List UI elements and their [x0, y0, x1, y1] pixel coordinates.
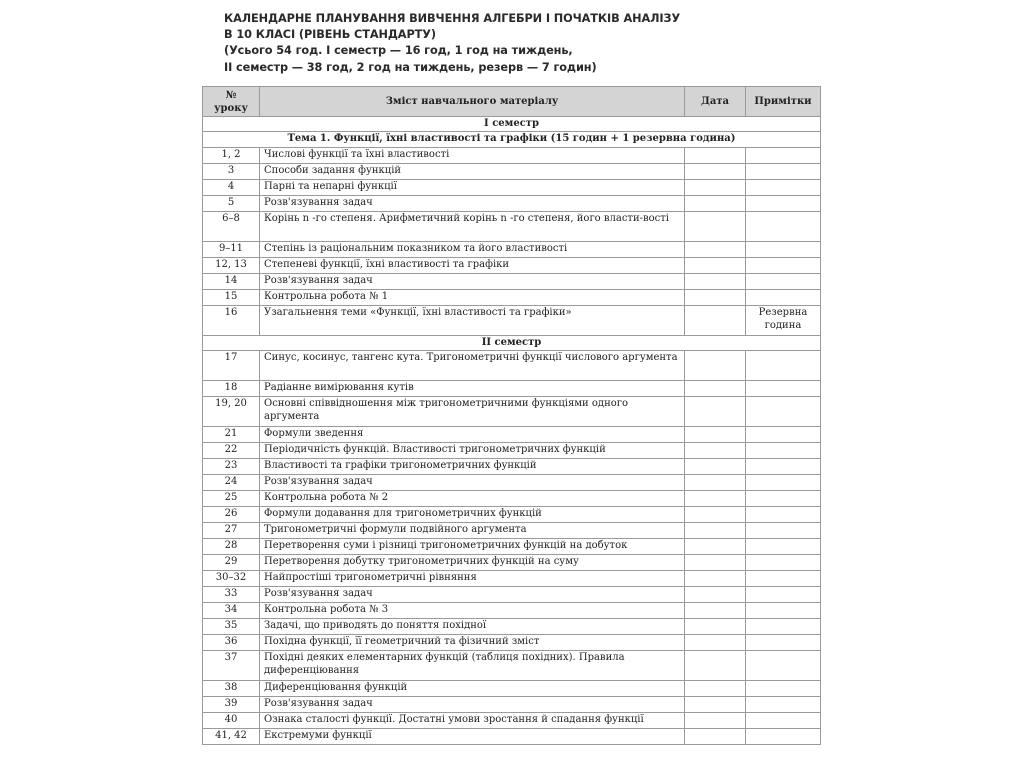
- table-row: [203, 443, 821, 459]
- notes-cell: [746, 242, 821, 258]
- date-cell: [685, 523, 746, 539]
- notes-cell: [746, 164, 821, 180]
- lesson-number: 39: [203, 697, 260, 713]
- lesson-number: 21: [203, 427, 260, 443]
- notes-cell: [746, 571, 821, 587]
- date-cell: [685, 635, 746, 651]
- lesson-number: 19, 20: [203, 397, 260, 427]
- lesson-number: 41, 42: [203, 729, 260, 745]
- lesson-topic: Розв'язування задач: [260, 587, 685, 603]
- document-title: [224, 11, 784, 76]
- lesson-topic: Екстремуми функції: [260, 729, 685, 745]
- lesson-number: 35: [203, 619, 260, 635]
- notes-cell: [746, 603, 821, 619]
- table-row: [203, 397, 821, 427]
- notes-cell: [746, 290, 821, 306]
- lesson-number: 5: [203, 196, 260, 212]
- notes-cell: [746, 274, 821, 290]
- notes-cell: [746, 212, 821, 242]
- table-row: [203, 164, 821, 180]
- header-lesson-number: № уроку: [203, 87, 260, 117]
- date-cell: [685, 619, 746, 635]
- notes-cell: [746, 729, 821, 745]
- table-row: [203, 180, 821, 196]
- notes-cell: [746, 491, 821, 507]
- table-row: [203, 651, 821, 681]
- lesson-number: 27: [203, 523, 260, 539]
- notes-cell: [746, 459, 821, 475]
- lesson-topic: Синус, косинус, тангенс кута. Тригонометричні функції числового аргумента: [260, 351, 685, 381]
- lesson-topic: Формули додавання для тригонометричних функцій: [260, 507, 685, 523]
- lesson-number: 36: [203, 635, 260, 651]
- date-cell: [685, 729, 746, 745]
- header-notes: Примітки: [746, 87, 821, 117]
- lesson-topic: Розв'язування задач: [260, 697, 685, 713]
- lesson-number: 25: [203, 491, 260, 507]
- lesson-topic: Контрольна робота № 3: [260, 603, 685, 619]
- date-cell: [685, 427, 746, 443]
- table-row: [203, 603, 821, 619]
- date-cell: [685, 258, 746, 274]
- table-row: [203, 555, 821, 571]
- semester-row: [203, 117, 821, 132]
- date-cell: [685, 681, 746, 697]
- lesson-topic: Формули зведення: [260, 427, 685, 443]
- date-cell: [685, 212, 746, 242]
- table-row: [203, 681, 821, 697]
- table-row: [203, 196, 821, 212]
- semester-row: [203, 336, 821, 351]
- table-body: [203, 117, 821, 745]
- date-cell: [685, 603, 746, 619]
- lesson-topic: Розв'язування задач: [260, 196, 685, 212]
- lesson-number: 1, 2: [203, 148, 260, 164]
- date-cell: [685, 507, 746, 523]
- lesson-number: 34: [203, 603, 260, 619]
- table-row: [203, 148, 821, 164]
- lesson-topic: Розв'язування задач: [260, 274, 685, 290]
- title-line: ІІ семестр — 38 год, 2 год на тиждень, резерв — 7 годин): [224, 60, 597, 74]
- title-line: (Усього 54 год. І семестр — 16 год, 1 год на тиждень,: [224, 44, 573, 58]
- table-row: [203, 491, 821, 507]
- date-cell: [685, 306, 746, 336]
- lesson-topic: Властивості та графіки тригонометричних функцій: [260, 459, 685, 475]
- lesson-number: 23: [203, 459, 260, 475]
- date-cell: [685, 381, 746, 397]
- notes-cell: [746, 635, 821, 651]
- table-header-row: [203, 87, 821, 117]
- lesson-number: 9–11: [203, 242, 260, 258]
- lesson-topic: Степінь із раціональним показником та його властивості: [260, 242, 685, 258]
- lesson-topic: Похідна функції, її геометричний та фізичний зміст: [260, 635, 685, 651]
- lesson-number: 3: [203, 164, 260, 180]
- lesson-topic: Способи задання функцій: [260, 164, 685, 180]
- header-date: Дата: [685, 87, 746, 117]
- lesson-number: 38: [203, 681, 260, 697]
- lesson-topic: Числові функції та їхні властивості: [260, 148, 685, 164]
- lesson-topic: Найпростіші тригонометричні рівняння: [260, 571, 685, 587]
- notes-cell: [746, 475, 821, 491]
- notes-cell: [746, 681, 821, 697]
- date-cell: [685, 397, 746, 427]
- table-row: [203, 258, 821, 274]
- lesson-topic: Узагальнення теми «Функції, їхні властивості та графіки»: [260, 306, 685, 336]
- date-cell: [685, 148, 746, 164]
- lesson-topic: Задачі, що приводять до поняття похідної: [260, 619, 685, 635]
- date-cell: [685, 290, 746, 306]
- date-cell: [685, 459, 746, 475]
- table-row: [203, 459, 821, 475]
- notes-cell: [746, 697, 821, 713]
- lesson-number: 17: [203, 351, 260, 381]
- lesson-number: 12, 13: [203, 258, 260, 274]
- notes-cell: [746, 555, 821, 571]
- theme-label: Тема 1. Функції, їхні властивості та графіки (15 годин + 1 резервна година): [203, 132, 821, 148]
- table-row: [203, 619, 821, 635]
- notes-cell: [746, 258, 821, 274]
- table-row: [203, 351, 821, 381]
- lesson-number: 16: [203, 306, 260, 336]
- lesson-number: 30–32: [203, 571, 260, 587]
- date-cell: [685, 491, 746, 507]
- lesson-topic: Ознака сталості функції. Достатні умови зростання й спадання функції: [260, 713, 685, 729]
- lesson-number: 28: [203, 539, 260, 555]
- date-cell: [685, 242, 746, 258]
- table-row: [203, 507, 821, 523]
- notes-cell: [746, 196, 821, 212]
- notes-cell: [746, 148, 821, 164]
- table-row: [203, 427, 821, 443]
- notes-cell: [746, 381, 821, 397]
- lesson-number: 6–8: [203, 212, 260, 242]
- table-row: [203, 729, 821, 745]
- lesson-topic: Похідні деяких елементарних функцій (таблиця похідних). Правила диференціювання: [260, 651, 685, 681]
- date-cell: [685, 587, 746, 603]
- table-row: [203, 274, 821, 290]
- lesson-number: 18: [203, 381, 260, 397]
- table-row: [203, 290, 821, 306]
- lesson-number: 22: [203, 443, 260, 459]
- lesson-topic: Контрольна робота № 1: [260, 290, 685, 306]
- lesson-topic: Основні співвідношення між тригонометричними функціями одного аргумента: [260, 397, 685, 427]
- notes-cell: [746, 507, 821, 523]
- title-line: КАЛЕНДАРНЕ ПЛАНУВАННЯ ВИВЧЕННЯ АЛГЕБРИ І ПОЧАТКІВ АНАЛІЗУ: [224, 12, 681, 25]
- table-row: [203, 713, 821, 729]
- table-row: [203, 587, 821, 603]
- lesson-number: 37: [203, 651, 260, 681]
- notes-cell: [746, 523, 821, 539]
- lesson-number: 29: [203, 555, 260, 571]
- lesson-topic: Парні та непарні функції: [260, 180, 685, 196]
- notes-cell: Резервна година: [746, 306, 821, 336]
- lesson-topic: Контрольна робота № 2: [260, 491, 685, 507]
- notes-cell: [746, 397, 821, 427]
- lesson-topic: Періодичність функцій. Властивості тригонометричних функцій: [260, 443, 685, 459]
- notes-cell: [746, 651, 821, 681]
- date-cell: [685, 475, 746, 491]
- notes-cell: [746, 619, 821, 635]
- lesson-topic: Диференціювання функцій: [260, 681, 685, 697]
- table-row: [203, 635, 821, 651]
- title-line: В 10 КЛАСІ (РІВЕНЬ СТАНДАРТУ): [224, 28, 436, 42]
- lesson-topic: Розв'язування задач: [260, 475, 685, 491]
- date-cell: [685, 180, 746, 196]
- table-row: [203, 306, 821, 336]
- semester-label: І семестр: [203, 117, 821, 132]
- notes-cell: [746, 539, 821, 555]
- lesson-topic: Радіанне вимірювання кутів: [260, 381, 685, 397]
- lesson-number: 15: [203, 290, 260, 306]
- lesson-topic: Корінь n -го степеня. Арифметичний корінь n -го степеня, його власти-вості: [260, 212, 685, 242]
- notes-cell: [746, 443, 821, 459]
- lesson-number: 40: [203, 713, 260, 729]
- lesson-number: 26: [203, 507, 260, 523]
- date-cell: [685, 651, 746, 681]
- lesson-number: 33: [203, 587, 260, 603]
- date-cell: [685, 274, 746, 290]
- lesson-topic: Тригонометричні формули подвійного аргумента: [260, 523, 685, 539]
- table-row: [203, 242, 821, 258]
- date-cell: [685, 697, 746, 713]
- notes-cell: [746, 427, 821, 443]
- lesson-number: 24: [203, 475, 260, 491]
- lesson-number: 4: [203, 180, 260, 196]
- lesson-topic: Перетворення суми і різниці тригонометричних функцій на добуток: [260, 539, 685, 555]
- date-cell: [685, 196, 746, 212]
- semester-label: ІІ семестр: [203, 336, 821, 351]
- notes-cell: [746, 587, 821, 603]
- date-cell: [685, 555, 746, 571]
- notes-cell: [746, 180, 821, 196]
- date-cell: [685, 571, 746, 587]
- date-cell: [685, 164, 746, 180]
- table-row: [203, 697, 821, 713]
- table-row: [203, 523, 821, 539]
- table-row: [203, 539, 821, 555]
- lesson-plan-table: [202, 86, 821, 745]
- lesson-number: 14: [203, 274, 260, 290]
- theme-row: [203, 132, 821, 148]
- notes-cell: [746, 713, 821, 729]
- table-row: [203, 475, 821, 491]
- date-cell: [685, 539, 746, 555]
- lesson-topic: Степеневі функції, їхні властивості та графіки: [260, 258, 685, 274]
- table-row: [203, 571, 821, 587]
- table-row: [203, 212, 821, 242]
- lesson-topic: Перетворення добутку тригонометричних функцій на суму: [260, 555, 685, 571]
- header-content: Зміст навчального матеріалу: [260, 87, 685, 117]
- table-row: [203, 381, 821, 397]
- date-cell: [685, 443, 746, 459]
- date-cell: [685, 713, 746, 729]
- date-cell: [685, 351, 746, 381]
- notes-cell: [746, 351, 821, 381]
